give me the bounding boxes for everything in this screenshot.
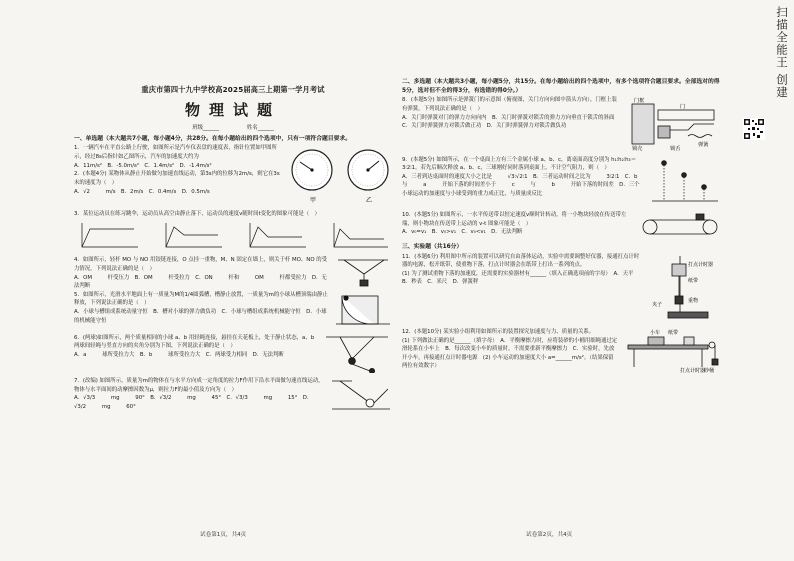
- vt-graph-b-icon: [166, 223, 222, 247]
- question-8-block: [402, 96, 720, 155]
- fig-label-spring: 弹簧: [698, 141, 709, 148]
- conveyor-belt-icon: [643, 214, 717, 234]
- page-footer-right: 试卷第2页，共4页: [526, 532, 573, 538]
- speedometer-jia-icon: [292, 150, 332, 190]
- question-8: 8．(本题5分) 如图所示是弹簧门的示意图（俯视图，关门方向向图中箭头方向），门框上装有弹簧，下列说法正确的是（ ）: [402, 97, 617, 112]
- fig-label-latch: 锁舌: [670, 145, 681, 152]
- question-9: 9．(本题5分) 如图所示，在一个桌面上方有三个金属小球 a、b、c，离桌面高度分别为 h₁∶h₂∶h₃＝3∶2∶1。若先后顺次释放 a、b、c，三球刚好同时落到桌面上，不计空气阻力，则（ ）: [402, 156, 637, 172]
- question-11-parts: (1) 为了测试重物下落的加速度，还需要的实验器材有______（填入正确选项前的字母） A．天平 B．秒表 C．米尺 D．弹簧秤: [402, 270, 639, 286]
- door-lock-figure: [628, 96, 720, 155]
- question-5-options: A．小球与槽组成系统动量守恒 B．槽对小球的弹力做负功 C．小球与槽组成系统机械能守恒 D．小球的机械能守恒: [74, 309, 327, 324]
- fig-label-jia: 甲: [310, 196, 317, 204]
- two-ball-figure: [322, 333, 392, 376]
- school-title: 重庆市第四十九中学校高2025届高三上期第一学月考试: [141, 85, 325, 94]
- fig-label-timer-q12: 打点计时器: [680, 368, 706, 374]
- hanging-balls-icon: [326, 337, 388, 373]
- section-experiment: 三、实验题（共16分）: [402, 244, 463, 251]
- question-11-block: [402, 252, 720, 327]
- conveyor-figure: [640, 211, 720, 242]
- qr-code-icon: [743, 118, 765, 140]
- vt-graph-a-icon: [82, 223, 138, 247]
- question-10: 10．(本题5分) 如图所示，一水平传送带以恒定速度v顺时针转动，将一小物块轻放在传送带左端，则小物块在传送带上运动的 v-t 图象可能是（ ）: [402, 212, 627, 227]
- question-6-options: A．a 球所受拉力大 B．b 球所受拉力大 C．两球受力相同 D．无法判断: [74, 352, 284, 359]
- fig-label-bucket: 砂桶: [704, 368, 715, 374]
- fig-label-lock-shell: 锁壳: [632, 145, 643, 152]
- fig-label-yi: 乙: [366, 196, 373, 204]
- question-12: 12．(本题10分) 某实验小组利用如图所示的装置探究加速度与力、质量的关系。: [402, 328, 595, 335]
- question-3: 3．某位运动员在练习跳伞，运动员从高空由静止落下，运动员的速度v随时间t变化的图象可能是（ ）: [74, 210, 320, 217]
- question-4-options: A．OM 杆受压力 B．OM 杆受拉力 C．ON 杆和 OM 杆都受拉力 D．无法判断: [74, 274, 327, 290]
- incline-pulley-figure: [330, 377, 392, 414]
- question-5: 5．如图所示，光滑水平地面上有一质量为M的1/4圆弧槽，槽静止放置，一质量为m的小球从槽顶端由静止释放，下列说法正确的是（ ）: [74, 291, 328, 307]
- fig-label-door: 门: [680, 103, 686, 110]
- question-9-block: [402, 155, 720, 210]
- student-info-fields: 班级______ 姓名______: [192, 125, 274, 132]
- question-11: 11．(本题6分) 利用图中所示的装置可以研究自由落体运动，实验中需要调整好仪器，接通打点计时器的电源，松开纸带，使重物下落，打点计时器会在纸带上打出一系列的点。: [402, 253, 640, 268]
- question-2-options: A．√2 m/s B．2m/s C．0.4m/s D．0.5m/s: [74, 188, 210, 195]
- question-10-block: [402, 211, 720, 242]
- question-7-block: [74, 377, 392, 414]
- right-page: [402, 62, 720, 522]
- incline-pulley-icon: [332, 381, 390, 409]
- question-2: 2．(本题4分) 某物体从静止开始做匀加速直线运动，第3s内的位移为2m/s，则它在3s末的速度为（ ）: [74, 171, 280, 186]
- section-single-choice: 一、单选题（本大题共7小题，每小题4分，共28分。在每小题给出的四个选项中，只有一项符合题目要求。: [74, 135, 351, 142]
- scanner-watermark: 扫描全能王 创建: [775, 6, 789, 99]
- question-4: 4．如图所示，轻杆 MO 与 NO 用铰链连接，O 点挂一重物，M、N 固定在墙上，则关于杆 MO、NO 的受力情况，下列说法正确的是（ ）: [74, 257, 328, 272]
- question-12-block: [402, 327, 720, 376]
- question-8-options: A．关门时弹簧对门的弹力方向向内 B．关门时弹簧对锁舌的弹力方向垂直于锁舌的斜面 C．关门时弹簧弹力对锁舌做正功 D．关门时弹簧弹力对锁舌做负功: [402, 114, 620, 130]
- question-3-graphs: [74, 219, 392, 256]
- fig-label-cart: 小车: [650, 330, 661, 337]
- question-10-options: A．v₀=v₁ B．v₀>v₁ C．v₀<v₁ D．无法判断: [402, 229, 523, 236]
- door-lock-icon: [632, 104, 714, 144]
- question-6-block: [74, 333, 392, 376]
- left-page: [74, 62, 392, 522]
- fig-label-tape: 纸带: [688, 278, 699, 285]
- fig-label-clamp: 夹子: [652, 302, 663, 309]
- question-7-options: A．√3/3 mg 90° B．√3/2 mg 45° C．√3/3 mg 15° D．√3/2 mg 60°: [74, 395, 313, 410]
- vt-graph-d-icon: [334, 223, 388, 247]
- cart-track-figure: [624, 327, 720, 376]
- three-balls-figure: [650, 155, 720, 210]
- question-12-parts: (1) 下列做法正确的是______（填字母） A．平衡摩擦力时，应将装砂的小桶用细绳通过定滑轮系在小车上 B．每次改变小车的质量时，不需要重新平衡摩擦力 C．实验时，先放开小车，再接通打点计时器电源 (2) 小车运动的加速度大小 a=______m/s²。（结果保留两位有效数字）: [402, 337, 618, 369]
- fig-label-door-frame: 门框: [634, 97, 645, 104]
- fig-label-timer: 打点计时器: [688, 262, 714, 269]
- exam-title: 物理试题: [184, 101, 281, 120]
- question-6: 6．(两球)如图所示，两个质量相同的小球 a、b 用轻绳连接，悬挂在天花板上，处于静止状态，a、b 两球间轻绳与竖直方向的夹角分别为下图，下列说法正确的是（ ）: [74, 334, 315, 350]
- fig-label-tape-q12: 纸带: [668, 330, 679, 337]
- question-9-options: A．三者到达桌面时的速度大小之比是 √3∶√2∶1 B．三者运动时间之比为 3∶2∶1 C．b 与 a 开始下落的时间差小于 c 与 b 开始下落的时间差 D．三个小球运动的加速度与小球受到的重力成正比，与质量成反比: [402, 174, 640, 197]
- cart-track-icon: [628, 337, 718, 367]
- question-7: 7．(改编) 如图所示，质量为m的物体在与水平方向成一定角度的拉力F作用下沿水平面做匀速直线运动，物体与水平面间的动摩擦因数为μ，则拉力F的最小值及方向为（ ）: [74, 378, 324, 393]
- question-1: 1．一辆汽车在平直公路上行驶，如图所示是汽车仪表盘的速度表，指针位置如甲图所示，经过8s后指针如乙图所示，汽车的加速度大约为: [74, 145, 277, 160]
- free-fall-apparatus-figure: [650, 252, 720, 327]
- section-multiple-choice: 二、多选题（本大题共3小题，每小题5分，共15分。在每小题给出的四个选项中，有多个选项符合题目要求。全部选对的得5分，选对但不全的得3分，有选错的得0分。）: [402, 79, 720, 94]
- question-4-block: [74, 256, 392, 333]
- hinged-rods-icon: [338, 260, 388, 286]
- speedometer-yi-icon: [348, 150, 388, 190]
- page-footer-left: 试卷第1页，共4页: [200, 532, 247, 538]
- question-1-block: [74, 144, 392, 209]
- rod-and-arc-figures: [334, 256, 392, 333]
- fig-label-weight: 重物: [688, 298, 699, 305]
- falling-balls-icon: [652, 161, 718, 201]
- quarter-arc-slot-icon: [336, 296, 390, 324]
- question-1-options: A．11m/s² B．-5.0m/s² C．1.4m/s² D．-1.4m/s²: [74, 162, 212, 169]
- vt-graph-c-icon: [250, 223, 306, 247]
- speedometer-figure: [288, 144, 392, 209]
